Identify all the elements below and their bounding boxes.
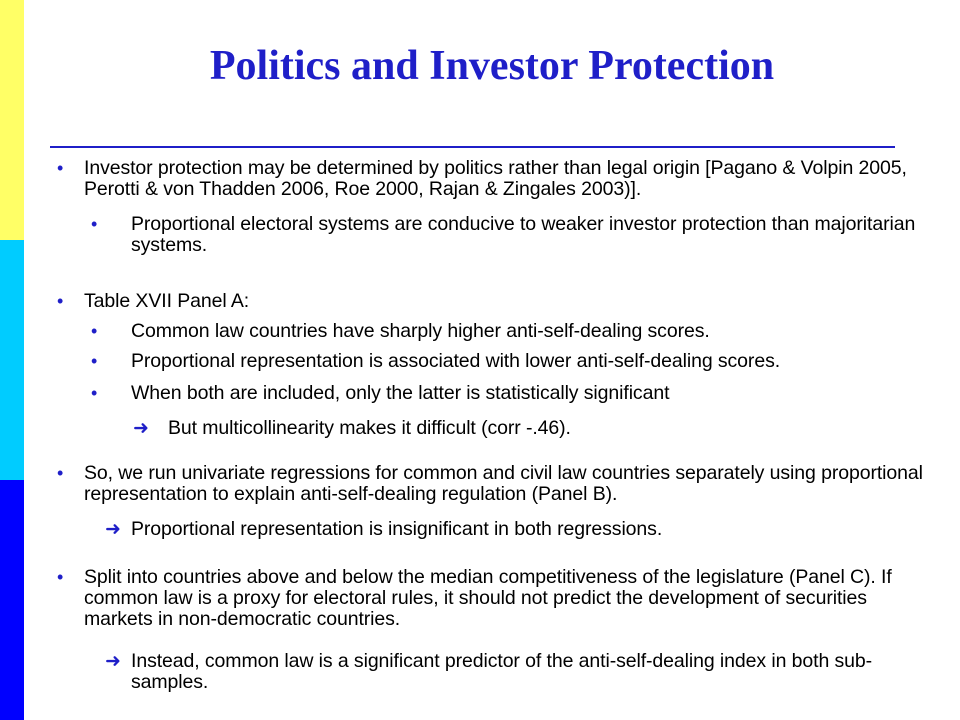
bullet-text: When both are included, only the latter is statistically significant [131,382,670,404]
arrow-right-icon: ➜ [133,418,149,439]
accent-bar-yellow [0,0,24,240]
arrow-text: Proportional representation is insignificant in both regressions. [131,518,663,540]
bullet-text: So, we run univariate regressions for common and civil law countries separately using proportional representation to explain anti-self-dealing regulation (Panel B). [84,462,923,505]
slide-title: Politics and Investor Protection [209,43,775,89]
bullet-icon: • [57,158,64,178]
accent-bar-blue [0,480,24,720]
arrow-right-icon: ➜ [105,519,121,540]
bullet-text: Split into countries above and below the median competitiveness of the legislature (Panel C). If common law is a proxy for electoral rules, it should not predict the development of securities markets in non-democratic countries. [84,566,892,630]
bullet-icon: • [57,291,64,311]
accent-bar-cyan [0,240,24,480]
bullet-text: Investor protection may be determined by politics rather than legal origin [Pagano & Volpin 2005, Perotti & von Thadden 2006, Roe 2000, Rajan & Zingales 2003)]. [84,157,907,200]
arrow-text: But multicollinearity makes it difficult (corr -.46). [168,417,571,439]
bullet-icon: • [91,383,98,403]
bullet-text: Table XVII Panel A: [84,290,250,312]
bullet-icon: • [91,351,98,371]
bullet-icon: • [57,567,64,587]
bullet-text: Proportional representation is associated with lower anti-self-dealing scores. [131,350,781,372]
bullet-icon: • [57,463,64,483]
bullet-icon: • [91,214,98,234]
arrow-text: Instead, common law is a significant predictor of the anti-self-dealing index in both sub-samples. [131,650,873,693]
bullet-text: Common law countries have sharply higher anti-self-dealing scores. [131,320,710,342]
bullet-icon: • [91,321,98,341]
title-divider [50,146,895,148]
arrow-right-icon: ➜ [105,651,121,672]
bullet-text: Proportional electoral systems are conducive to weaker investor protection than majoritarian systems. [131,213,916,256]
